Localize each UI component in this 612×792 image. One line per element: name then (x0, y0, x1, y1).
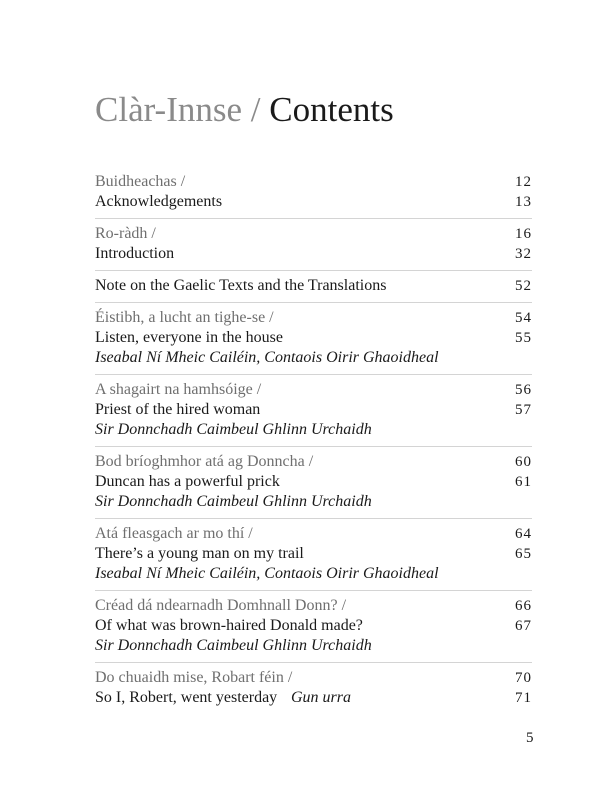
toc-gaelic-text: Éistibh, a lucht an tighe-se / (95, 309, 274, 326)
toc-line-gaelic (95, 308, 532, 328)
toc-entry (95, 524, 532, 591)
toc-line-author (95, 564, 532, 584)
toc-line-author (95, 492, 532, 512)
page-number: 5 (526, 730, 534, 746)
toc-entry (95, 172, 532, 219)
toc-english-text: Acknowledgements (95, 193, 223, 210)
toc-page-number: 71 (515, 690, 532, 706)
toc-line-gaelic (95, 524, 532, 544)
toc-author-text: Iseabal Ní Mheic Cailéin, Contaois Oirir Ghaoidheal (95, 565, 439, 582)
toc-line-english (95, 688, 532, 708)
toc-page-number: 60 (515, 454, 532, 470)
toc-entry (95, 668, 532, 714)
toc-line-author (95, 420, 532, 440)
title-english: Contents (269, 90, 394, 129)
toc-line-gaelic (95, 172, 532, 192)
toc-english-text: Of what was brown-haired Donald made? (95, 617, 363, 634)
toc-gaelic-text: Ro-ràdh / (95, 225, 156, 242)
toc-english-text: Priest of the hired woman (95, 401, 261, 418)
toc-line-gaelic (95, 380, 532, 400)
toc-entry (95, 452, 532, 519)
toc-entry (95, 224, 532, 271)
toc-line-english (95, 328, 532, 348)
toc-page-number: 12 (515, 174, 532, 190)
toc-english-text: Listen, everyone in the house (95, 329, 283, 346)
toc-page-number: 52 (515, 278, 532, 294)
toc-entry (95, 380, 532, 447)
toc-author-text: Sir Donnchadh Caimbeul Ghlinn Urchaidh (95, 493, 372, 510)
toc-english-text: There’s a young man on my trail (95, 545, 304, 562)
toc-page-number: 55 (515, 330, 532, 346)
toc-page-number: 67 (515, 618, 532, 634)
toc-english-text: Duncan has a powerful prick (95, 473, 280, 490)
toc-inline-author: Gun urra (291, 689, 352, 706)
toc-gaelic-text: Créad dá ndearnadh Domhnall Donn? / (95, 597, 347, 614)
toc-line-gaelic (95, 668, 532, 688)
toc-line-gaelic (95, 452, 532, 472)
toc-page-number: 66 (515, 598, 532, 614)
toc-line-gaelic (95, 596, 532, 616)
toc-page-number: 57 (515, 402, 532, 418)
toc-line-english (95, 244, 532, 264)
toc-gaelic-text: A shagairt na hamhsóige / (95, 381, 262, 398)
toc-line-english (95, 472, 532, 492)
toc-author-text: Sir Donnchadh Caimbeul Ghlinn Urchaidh (95, 421, 372, 438)
toc-gaelic-text: Atá fleasgach ar mo thí / (95, 525, 253, 542)
toc-page-number: 54 (515, 310, 532, 326)
toc-english-text: Introduction (95, 245, 175, 262)
toc-page-number: 56 (515, 382, 532, 398)
toc-gaelic-text: Do chuaidh mise, Robart féin / (95, 669, 293, 686)
toc-entry (95, 308, 532, 375)
toc-page-number: 61 (515, 474, 532, 490)
toc-line-english (95, 616, 532, 636)
toc-page-number: 13 (515, 194, 532, 210)
toc-line-author (95, 348, 532, 368)
toc-entry (95, 596, 532, 663)
toc-page-number: 32 (515, 246, 532, 262)
toc-line-english (95, 192, 532, 212)
toc-author-text: Sir Donnchadh Caimbeul Ghlinn Urchaidh (95, 637, 372, 654)
toc-gaelic-text: Bod bríoghmhor atá ag Donncha / (95, 453, 314, 470)
toc-line-english (95, 544, 532, 564)
title-gaelic: Clàr-Innse / (95, 90, 261, 129)
toc-page-number: 70 (515, 670, 532, 686)
toc-line-author (95, 636, 532, 656)
toc-line-gaelic (95, 224, 532, 244)
toc-english-text: Note on the Gaelic Texts and the Translations (95, 277, 387, 294)
toc-line-english (95, 276, 532, 296)
toc-author-text: Iseabal Ní Mheic Cailéin, Contaois Oirir Ghaoidheal (95, 349, 439, 366)
toc-english-text: So I, Robert, went yesterday (95, 689, 278, 706)
toc-entry (95, 276, 532, 303)
toc-gaelic-text: Buidheachas / (95, 173, 186, 190)
page-title (95, 88, 394, 132)
toc-page-number: 65 (515, 546, 532, 562)
toc-line-english (95, 400, 532, 420)
table-of-contents (95, 172, 532, 719)
toc-page-number: 16 (515, 226, 532, 242)
toc-page-number: 64 (515, 526, 532, 542)
